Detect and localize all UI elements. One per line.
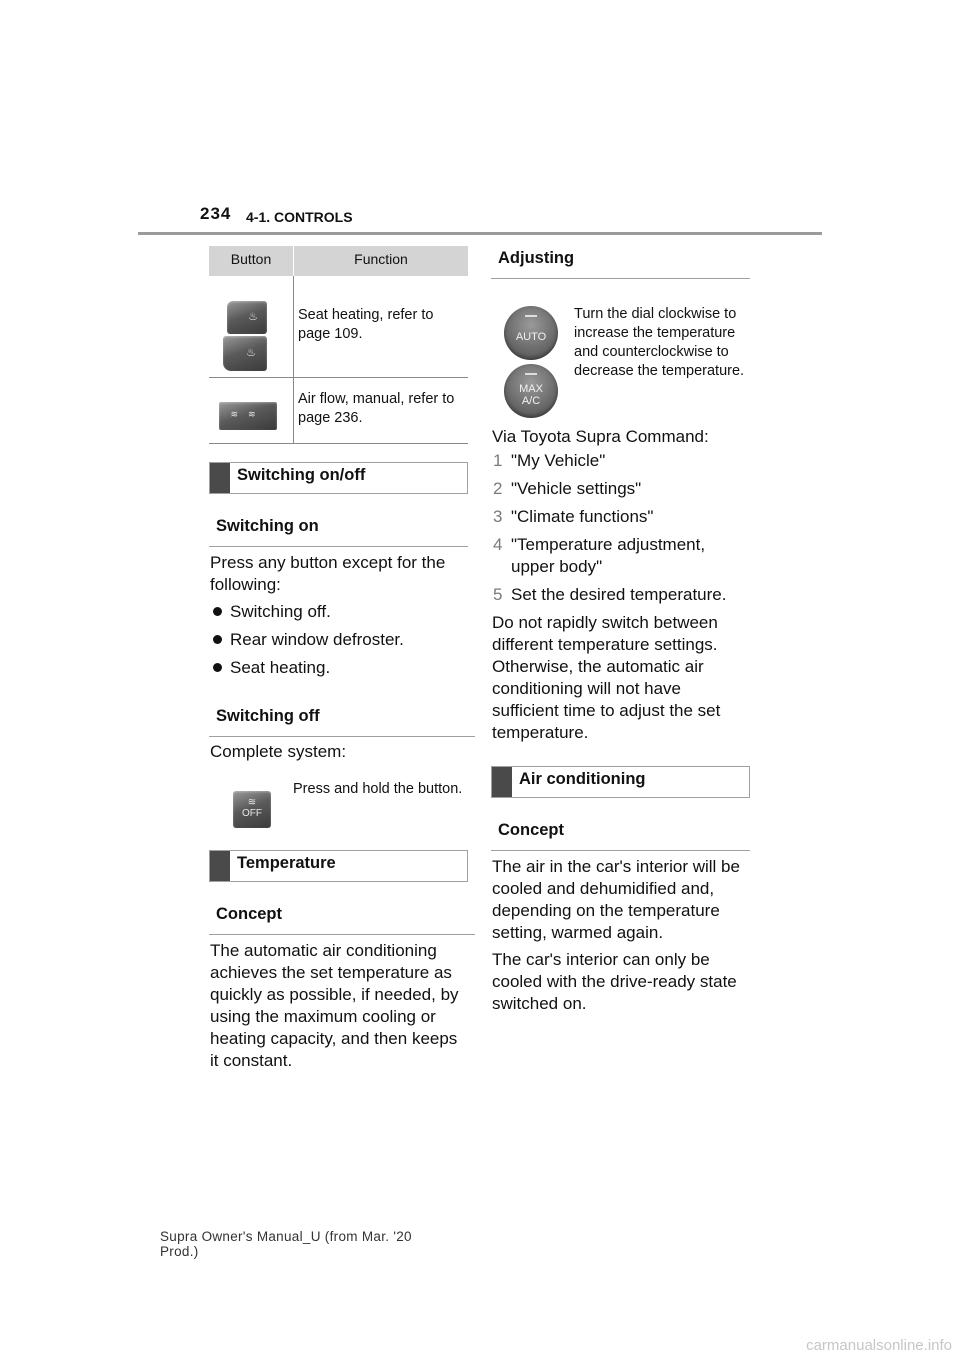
list-item bbox=[210, 601, 331, 623]
heading-switching-on-off bbox=[209, 462, 468, 494]
ac-drive-ready-text: The car's interior can only be cooled with the drive-ready state switched on. bbox=[492, 950, 737, 1013]
heading-text: Temperature bbox=[237, 854, 336, 872]
step-number: 3 bbox=[493, 507, 503, 526]
list-item bbox=[493, 506, 653, 528]
footer-line: Prod.) bbox=[160, 1244, 199, 1259]
table-row bbox=[209, 276, 468, 378]
step-text: "Temperature adjustment, upper body" bbox=[511, 535, 706, 576]
col-header-button: Button bbox=[209, 246, 294, 276]
air-flow-buttons-icon: ≋≋ bbox=[209, 378, 294, 443]
ac-concept-text: The air in the car's interior will be cooled and dehumidified and, depending on the temperature setting, warmed again. bbox=[492, 857, 740, 942]
list-item bbox=[493, 450, 605, 472]
subheading-switching-off: Switching off bbox=[209, 704, 475, 737]
col-header-function: Function bbox=[354, 251, 408, 267]
step-number: 1 bbox=[493, 451, 503, 470]
switching-on-intro: Press any button except for the following: bbox=[210, 553, 446, 594]
dial-label: MAX bbox=[519, 383, 543, 395]
list-item-text: Rear window defroster. bbox=[230, 630, 404, 649]
dial-label: A/C bbox=[521, 395, 541, 407]
step-number: 4 bbox=[493, 535, 503, 554]
button-function-table bbox=[209, 246, 468, 444]
via-command-label: Via Toyota Supra Command: bbox=[492, 427, 709, 446]
subheading-adjusting: Adjusting bbox=[491, 246, 750, 279]
header-rule bbox=[138, 232, 822, 235]
footer-line: Supra Owner's Manual_U (from Mar. '20 bbox=[160, 1229, 412, 1244]
table-header bbox=[209, 246, 468, 276]
section-title: 4-1. CONTROLS bbox=[246, 209, 353, 225]
list-item bbox=[493, 584, 726, 606]
subheading-concept: Concept bbox=[491, 818, 750, 851]
step-number: 2 bbox=[493, 479, 503, 498]
list-item bbox=[210, 657, 330, 679]
heading-text: Air conditioning bbox=[519, 770, 646, 788]
temperature-concept-text: The automatic air conditioning achieves the set temperature as quickly as possible, if needed, by using the maximum cooling or heating capacity, and then keeps it constant. bbox=[210, 941, 459, 1070]
complete-system-label: Complete system: bbox=[210, 742, 347, 761]
dial-instruction-text: Turn the dial clockwise to increase the temperature and counterclockwise to decrease the temperature. bbox=[574, 306, 745, 379]
page-number: 234 bbox=[200, 204, 232, 223]
list-item bbox=[210, 629, 404, 651]
off-button-text: Press and hold the button. bbox=[293, 781, 463, 797]
heading-text: Switching on/off bbox=[237, 466, 366, 484]
list-item-text: Switching off. bbox=[230, 602, 331, 621]
step-text: Set the desired temperature. bbox=[511, 585, 727, 604]
heading-air-conditioning bbox=[491, 766, 750, 798]
step-text: "Vehicle settings" bbox=[511, 479, 642, 498]
table-row bbox=[209, 378, 468, 444]
watermark: carmanualsonline.info bbox=[806, 1337, 952, 1354]
step-text: "Climate functions" bbox=[511, 507, 654, 526]
heading-temperature bbox=[209, 850, 468, 882]
subheading-concept: Concept bbox=[209, 902, 475, 935]
dial-label: AUTO bbox=[515, 331, 547, 343]
subheading-switching-on: Switching on bbox=[209, 514, 468, 547]
fan-off-button-icon: ≋ OFF bbox=[233, 791, 271, 828]
step-number: 5 bbox=[493, 585, 503, 604]
table-cell-function: Air flow, manual, refer to page 236. bbox=[298, 391, 455, 426]
list-item-text: Seat heating. bbox=[230, 658, 331, 677]
switching-warning-text: Do not rapidly switch between different temperature settings. Otherwise, the automatic air conditioning will not have sufficient time to adjust the set temperature. bbox=[492, 613, 721, 742]
list-item bbox=[493, 478, 641, 500]
footer-text bbox=[160, 1229, 412, 1259]
max-ac-dial-icon bbox=[504, 364, 558, 418]
seat-heating-buttons-icon: ♨ ♨ bbox=[209, 276, 294, 377]
list-item bbox=[493, 534, 733, 578]
step-text: "My Vehicle" bbox=[511, 451, 606, 470]
auto-dial-icon bbox=[504, 306, 558, 360]
table-cell-function: Seat heating, refer to page 109. bbox=[298, 307, 434, 342]
